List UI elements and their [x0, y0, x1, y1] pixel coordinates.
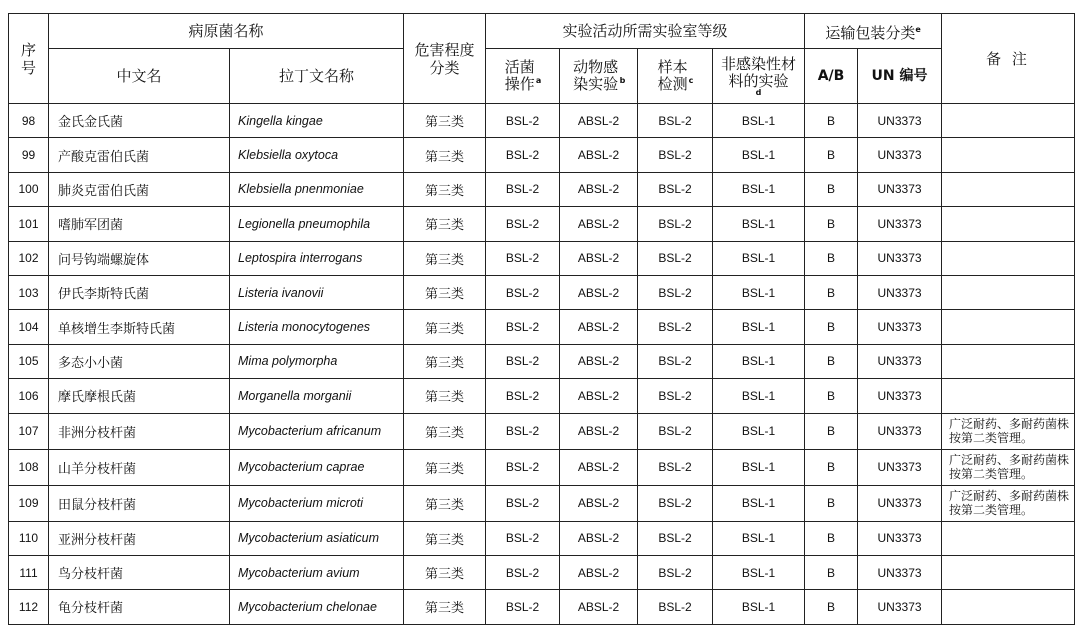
cell-live-culture: BSL-2	[486, 449, 560, 485]
cell-remarks	[942, 275, 1075, 309]
cell-chinese-name: 产酸克雷伯氏菌	[49, 138, 230, 172]
cell-chinese-name: 问号钩端螺旋体	[49, 241, 230, 275]
cell-sample-test: BSL-2	[638, 590, 713, 624]
cell-latin-name: Mycobacterium asiaticum	[230, 521, 404, 555]
cell-hazard-class: 第三类	[404, 310, 486, 344]
table-body	[9, 104, 1075, 625]
cell-chinese-name: 多态小小菌	[49, 344, 230, 378]
cell-un: UN3373	[858, 485, 942, 521]
cell-latin-name: Mima polymorpha	[230, 344, 404, 378]
cell-hazard-class: 第三类	[404, 449, 486, 485]
cell-latin-name: Mycobacterium caprae	[230, 449, 404, 485]
cell-hazard-class: 第三类	[404, 413, 486, 449]
cell-un: UN3373	[858, 379, 942, 413]
cell-un: UN3373	[858, 521, 942, 555]
cell-hazard-class: 第三类	[404, 241, 486, 275]
cell-ab: B	[805, 138, 858, 172]
header-non-infectious: 非感染性材料的实验 d	[713, 49, 805, 104]
cell-remarks	[942, 104, 1075, 138]
cell-remarks	[942, 344, 1075, 378]
cell-remarks: 广泛耐药、多耐药菌株按第二类管理。	[942, 413, 1075, 449]
table-row-102	[9, 241, 1075, 275]
cell-latin-name: Mycobacterium avium	[230, 555, 404, 589]
cell-live-culture: BSL-2	[486, 241, 560, 275]
cell-serial: 102	[9, 241, 49, 275]
cell-non-infectious: BSL-1	[713, 521, 805, 555]
cell-hazard-class: 第三类	[404, 344, 486, 378]
cell-un: UN3373	[858, 449, 942, 485]
cell-sample-test: BSL-2	[638, 449, 713, 485]
cell-chinese-name: 单核增生李斯特氏菌	[49, 310, 230, 344]
cell-live-culture: BSL-2	[486, 104, 560, 138]
table-row-106	[9, 379, 1075, 413]
table-row-105	[9, 344, 1075, 378]
cell-un: UN3373	[858, 590, 942, 624]
cell-ab: B	[805, 172, 858, 206]
cell-serial: 101	[9, 207, 49, 241]
cell-non-infectious: BSL-1	[713, 275, 805, 309]
cell-non-infectious: BSL-1	[713, 138, 805, 172]
cell-chinese-name: 金氏金氏菌	[49, 104, 230, 138]
cell-animal-infection: ABSL-2	[560, 485, 638, 521]
cell-un: UN3373	[858, 172, 942, 206]
cell-animal-infection: ABSL-2	[560, 207, 638, 241]
cell-sample-test: BSL-2	[638, 555, 713, 589]
cell-latin-name: Legionella pneumophila	[230, 207, 404, 241]
cell-chinese-name: 鸟分枝杆菌	[49, 555, 230, 589]
cell-latin-name: Leptospira interrogans	[230, 241, 404, 275]
cell-sample-test: BSL-2	[638, 413, 713, 449]
cell-ab: B	[805, 485, 858, 521]
cell-serial: 105	[9, 344, 49, 378]
cell-serial: 100	[9, 172, 49, 206]
cell-sample-test: BSL-2	[638, 379, 713, 413]
cell-latin-name: Klebsiella oxytoca	[230, 138, 404, 172]
cell-live-culture: BSL-2	[486, 275, 560, 309]
cell-ab: B	[805, 521, 858, 555]
cell-sample-test: BSL-2	[638, 344, 713, 378]
cell-animal-infection: ABSL-2	[560, 344, 638, 378]
cell-un: UN3373	[858, 275, 942, 309]
table-row-104	[9, 310, 1075, 344]
cell-ab: B	[805, 379, 858, 413]
cell-animal-infection: ABSL-2	[560, 590, 638, 624]
table-row-111	[9, 555, 1075, 589]
table-row-108	[9, 449, 1075, 485]
cell-live-culture: BSL-2	[486, 207, 560, 241]
cell-non-infectious: BSL-1	[713, 449, 805, 485]
header-hazard-class: 危害程度分类	[404, 14, 486, 104]
cell-chinese-name: 肺炎克雷伯氏菌	[49, 172, 230, 206]
cell-live-culture: BSL-2	[486, 413, 560, 449]
cell-serial: 109	[9, 485, 49, 521]
cell-live-culture: BSL-2	[486, 590, 560, 624]
cell-latin-name: Morganella morganii	[230, 379, 404, 413]
cell-un: UN3373	[858, 207, 942, 241]
cell-sample-test: BSL-2	[638, 241, 713, 275]
cell-ab: B	[805, 555, 858, 589]
cell-ab: B	[805, 310, 858, 344]
header-serial: 序号	[9, 14, 49, 104]
cell-remarks	[942, 172, 1075, 206]
cell-live-culture: BSL-2	[486, 555, 560, 589]
cell-un: UN3373	[858, 344, 942, 378]
table-row-107	[9, 413, 1075, 449]
cell-latin-name: Kingella kingae	[230, 104, 404, 138]
table-row-103	[9, 275, 1075, 309]
cell-un: UN3373	[858, 413, 942, 449]
cell-live-culture: BSL-2	[486, 310, 560, 344]
cell-chinese-name: 伊氏李斯特氏菌	[49, 275, 230, 309]
cell-animal-infection: ABSL-2	[560, 310, 638, 344]
cell-latin-name: Klebsiella pnenmoniae	[230, 172, 404, 206]
table-row-112	[9, 590, 1075, 624]
cell-live-culture: BSL-2	[486, 172, 560, 206]
cell-un: UN3373	[858, 104, 942, 138]
cell-latin-name: Mycobacterium chelonae	[230, 590, 404, 624]
cell-hazard-class: 第三类	[404, 521, 486, 555]
cell-ab: B	[805, 413, 858, 449]
cell-non-infectious: BSL-1	[713, 207, 805, 241]
cell-chinese-name: 山羊分枝杆菌	[49, 449, 230, 485]
header-animal-infection: 动物感染实验 $^b$	[560, 49, 638, 104]
cell-animal-infection: ABSL-2	[560, 172, 638, 206]
cell-remarks	[942, 590, 1075, 624]
cell-hazard-class: 第三类	[404, 590, 486, 624]
cell-animal-infection: ABSL-2	[560, 241, 638, 275]
cell-sample-test: BSL-2	[638, 207, 713, 241]
cell-non-infectious: BSL-1	[713, 413, 805, 449]
cell-remarks	[942, 521, 1075, 555]
cell-un: UN3373	[858, 310, 942, 344]
header-transport: 运输包装分类$^e$	[805, 14, 942, 49]
cell-remarks	[942, 310, 1075, 344]
cell-hazard-class: 第三类	[404, 207, 486, 241]
cell-sample-test: BSL-2	[638, 138, 713, 172]
cell-remarks: 广泛耐药、多耐药菌株按第二类管理。	[942, 485, 1075, 521]
table-row-99	[9, 138, 1075, 172]
cell-serial: 108	[9, 449, 49, 485]
cell-hazard-class: 第三类	[404, 379, 486, 413]
header-chinese-name: 中文名	[49, 49, 230, 104]
cell-non-infectious: BSL-1	[713, 344, 805, 378]
cell-ab: B	[805, 449, 858, 485]
cell-remarks: 广泛耐药、多耐药菌株按第二类管理。	[942, 449, 1075, 485]
cell-remarks	[942, 207, 1075, 241]
cell-ab: B	[805, 344, 858, 378]
cell-live-culture: BSL-2	[486, 344, 560, 378]
table-row-110	[9, 521, 1075, 555]
cell-serial: 99	[9, 138, 49, 172]
cell-hazard-class: 第三类	[404, 555, 486, 589]
cell-sample-test: BSL-2	[638, 172, 713, 206]
cell-un: UN3373	[858, 555, 942, 589]
cell-non-infectious: BSL-1	[713, 590, 805, 624]
cell-animal-infection: ABSL-2	[560, 449, 638, 485]
cell-sample-test: BSL-2	[638, 521, 713, 555]
header-lab-level: 实验活动所需实验室等级	[486, 14, 805, 49]
cell-serial: 111	[9, 555, 49, 589]
cell-ab: B	[805, 104, 858, 138]
cell-live-culture: BSL-2	[486, 379, 560, 413]
cell-remarks	[942, 555, 1075, 589]
header-ab: A/B	[805, 49, 858, 104]
header-pathogen-name: 病原菌名称	[49, 14, 404, 49]
cell-sample-test: BSL-2	[638, 485, 713, 521]
cell-non-infectious: BSL-1	[713, 310, 805, 344]
header-un: UN 编号	[858, 49, 942, 104]
cell-hazard-class: 第三类	[404, 485, 486, 521]
cell-animal-infection: ABSL-2	[560, 555, 638, 589]
table-row-98	[9, 104, 1075, 138]
cell-ab: B	[805, 590, 858, 624]
cell-ab: B	[805, 241, 858, 275]
cell-serial: 98	[9, 104, 49, 138]
cell-non-infectious: BSL-1	[713, 104, 805, 138]
table-header	[9, 14, 1075, 104]
cell-animal-infection: ABSL-2	[560, 275, 638, 309]
cell-live-culture: BSL-2	[486, 485, 560, 521]
cell-latin-name: Listeria ivanovii	[230, 275, 404, 309]
cell-chinese-name: 龟分枝杆菌	[49, 590, 230, 624]
table-row-109	[9, 485, 1075, 521]
cell-hazard-class: 第三类	[404, 275, 486, 309]
cell-sample-test: BSL-2	[638, 275, 713, 309]
cell-serial: 112	[9, 590, 49, 624]
cell-chinese-name: 嗜肺军团菌	[49, 207, 230, 241]
cell-animal-infection: ABSL-2	[560, 521, 638, 555]
cell-latin-name: Mycobacterium africanum	[230, 413, 404, 449]
cell-ab: B	[805, 275, 858, 309]
cell-serial: 104	[9, 310, 49, 344]
cell-chinese-name: 田鼠分枝杆菌	[49, 485, 230, 521]
table-row-101	[9, 207, 1075, 241]
cell-non-infectious: BSL-1	[713, 555, 805, 589]
cell-animal-infection: ABSL-2	[560, 138, 638, 172]
cell-hazard-class: 第三类	[404, 104, 486, 138]
cell-un: UN3373	[858, 138, 942, 172]
cell-serial: 110	[9, 521, 49, 555]
header-live-culture: 活菌操作$^a$	[486, 49, 560, 104]
cell-non-infectious: BSL-1	[713, 485, 805, 521]
cell-live-culture: BSL-2	[486, 521, 560, 555]
cell-sample-test: BSL-2	[638, 104, 713, 138]
cell-hazard-class: 第三类	[404, 138, 486, 172]
cell-live-culture: BSL-2	[486, 138, 560, 172]
cell-chinese-name: 非洲分枝杆菌	[49, 413, 230, 449]
cell-non-infectious: BSL-1	[713, 172, 805, 206]
cell-latin-name: Listeria monocytogenes	[230, 310, 404, 344]
cell-sample-test: BSL-2	[638, 310, 713, 344]
header-remarks: 备 注	[942, 14, 1075, 104]
cell-serial: 103	[9, 275, 49, 309]
cell-animal-infection: ABSL-2	[560, 413, 638, 449]
cell-animal-infection: ABSL-2	[560, 104, 638, 138]
cell-ab: B	[805, 207, 858, 241]
cell-animal-infection: ABSL-2	[560, 379, 638, 413]
header-sample-test: 样本检测$^c$	[638, 49, 713, 104]
header-latin-name: 拉丁文名称	[230, 49, 404, 104]
cell-hazard-class: 第三类	[404, 172, 486, 206]
cell-chinese-name: 摩氏摩根氏菌	[49, 379, 230, 413]
cell-remarks	[942, 138, 1075, 172]
cell-un: UN3373	[858, 241, 942, 275]
cell-serial: 106	[9, 379, 49, 413]
cell-remarks	[942, 241, 1075, 275]
cell-non-infectious: BSL-1	[713, 379, 805, 413]
pathogen-table	[8, 13, 1075, 625]
cell-latin-name: Mycobacterium microti	[230, 485, 404, 521]
table-row-100	[9, 172, 1075, 206]
cell-remarks	[942, 379, 1075, 413]
cell-chinese-name: 亚洲分枝杆菌	[49, 521, 230, 555]
cell-non-infectious: BSL-1	[713, 241, 805, 275]
cell-serial: 107	[9, 413, 49, 449]
